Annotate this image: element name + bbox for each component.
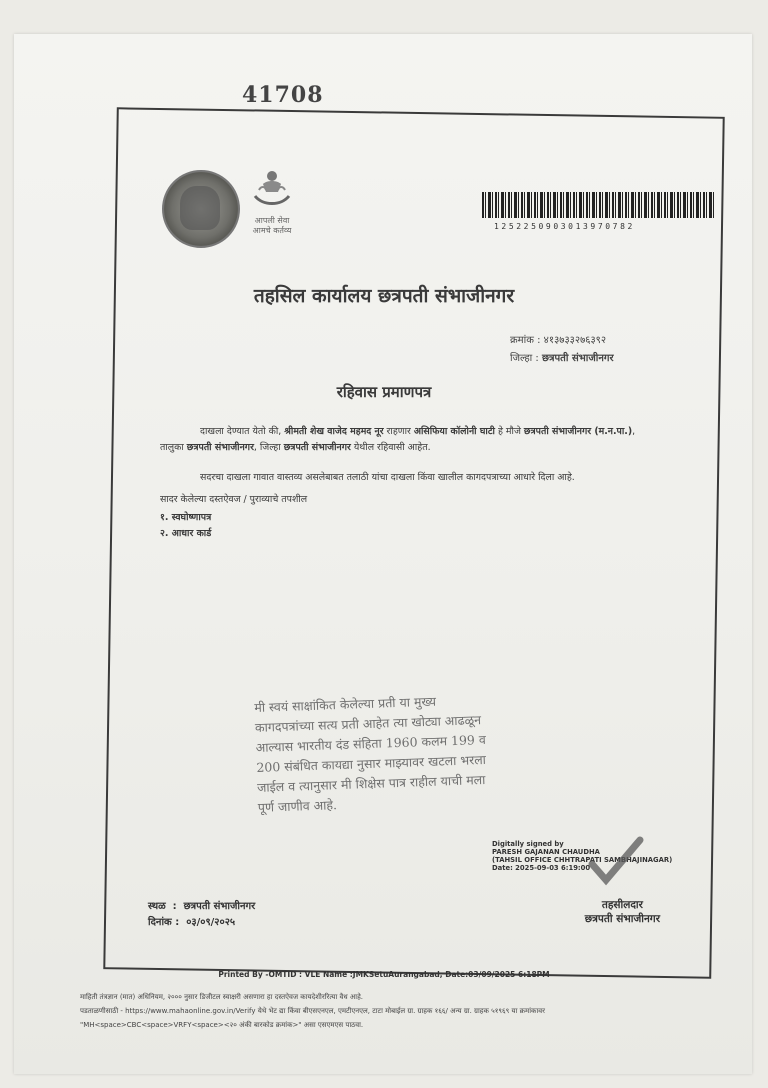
aaple-seva-line1: आपली सेवा xyxy=(254,216,290,225)
district-name: छत्रपती संभाजीनगर xyxy=(283,442,351,453)
document-item-1: १. स्वघोष्णापत्र xyxy=(160,512,212,523)
digital-signature-block: Digitally signed by PARESH GAJANAN CHAUDHA (TAHSIL OFFICE CHHTRAPATI SAMBHAJINAGAR) Date: 2025-09-03 6:19:00 xyxy=(492,840,673,872)
signatory-block xyxy=(585,898,660,926)
printed-by-line: Printed By -OMTID : VLE Name :JMKSetuAurangabad, Date:03/09/2025 6:18PM xyxy=(218,970,550,979)
designation: तहसीलदार xyxy=(601,899,643,911)
kramank-row: क्रमांक : ४१३७३३२७६३९२ xyxy=(510,335,607,346)
taluka-name: छत्रपती संभाजीनगर xyxy=(186,442,254,453)
sthal-value: छत्रपती संभाजीनगर xyxy=(183,901,256,912)
certificate-paragraph-1: दाखला देण्यात येतो की, श्रीमती शेख वाजेद महमद नूर राहणार असिफिया कॉलोनी घाटी हे मौजे छत्रपती संभाजीनगर (म.न.पा.), तालुका छत्रपती संभाजीनगर, जिल्हा छत्रपती संभाजीनगर येथील रहिवासी आहेत. xyxy=(160,426,636,453)
office-title: तहसिल कार्यालय छत्रपती संभाजीनगर xyxy=(253,285,515,307)
aaple-seva-line2: आमचे कर्तव्य xyxy=(252,226,292,235)
certificate-title: रहिवास प्रमाणपत्र xyxy=(336,383,432,401)
jilha-value: छत्रपती संभाजीनगर xyxy=(541,353,614,364)
barcode-number: 1252250903013970782 xyxy=(494,222,635,231)
kramank-label: क्रमांक xyxy=(510,335,534,346)
certificate-paragraph-2: सदरचा दाखला गावात वास्तव्य असलेबाबत तलाठी यांचा दाखला किंवा खालील कागदपत्राच्या आधारे दिला आहे. xyxy=(200,472,575,483)
jilha-row: जिल्हा : छत्रपती संभाजीनगर xyxy=(510,353,614,364)
documents-heading: सादर केलेल्या दस्तऐवज / पुराव्याचे तपशील xyxy=(160,494,308,505)
resident-name: श्रीमती शेख वाजेद महमद नूर xyxy=(284,426,384,437)
barcode xyxy=(482,192,714,218)
document-item-2: २. आधार कार्ड xyxy=(160,528,212,539)
serial-number: 41708 xyxy=(242,82,324,108)
aaple-seva-logo xyxy=(244,166,300,244)
jilha-label: जिल्हा xyxy=(510,353,533,364)
dinank-value: ०३/०९/२०२५ xyxy=(186,917,236,928)
maharashtra-seal-icon xyxy=(162,170,240,248)
dinank-row: दिनांक : ०३/०९/२०२५ xyxy=(148,917,236,928)
designation-place: छत्रपती संभाजीनगर xyxy=(584,913,660,925)
village-name: छत्रपती संभाजीनगर (म.न.पा.) xyxy=(523,426,633,437)
kramank-value: ४१३७३३२७६३९२ xyxy=(543,335,607,346)
self-attestation-stamp: मी स्वयं साक्षांकित केलेल्या प्रती या मुख्य कागदपत्रांच्या सत्य प्रती आहेत त्या खोट्या आढळून आल्यास भारतीय दंड संहिता 1960 कलम 199 व 200 संबंधित कायद्या नुसार माझ्यावर खटला भरला जाईल व त्यानुसार मी शिक्षेस पात्र राहील याची मला पूर्ण जाणीव आहे. xyxy=(254,693,487,815)
sthal-row: स्थळ : छत्रपती संभाजीनगर xyxy=(148,901,256,912)
signature-check-icon xyxy=(586,834,646,888)
resident-address: असिफिया कॉलोनी घाटी xyxy=(413,426,495,437)
verification-notes: माहिती तंत्रज्ञान (मात) अधिनियम, २००० नुसार डिजीटल स्वाक्षरी असणारा हा दस्तऐवज कायदेशीररित्या वैध आहे. पडताळणीसाठी - https://www.mahaonline.gov.in/Verify येथे भेट द्या किंवा बीएसएनएल, एमटीएनएल, टाटा मोबाईल ग्रा. ग्राहक १६६/ अन्य ग्रा. ग्राहक ५१९६९ या क्रमांकावर "MH<space>CBC<space>VRFY<space><२० अंकी बारकोड क्रमांक>" असा एसएमएस पाठवा. xyxy=(80,993,545,1029)
aaple-seva-icon xyxy=(249,166,295,212)
